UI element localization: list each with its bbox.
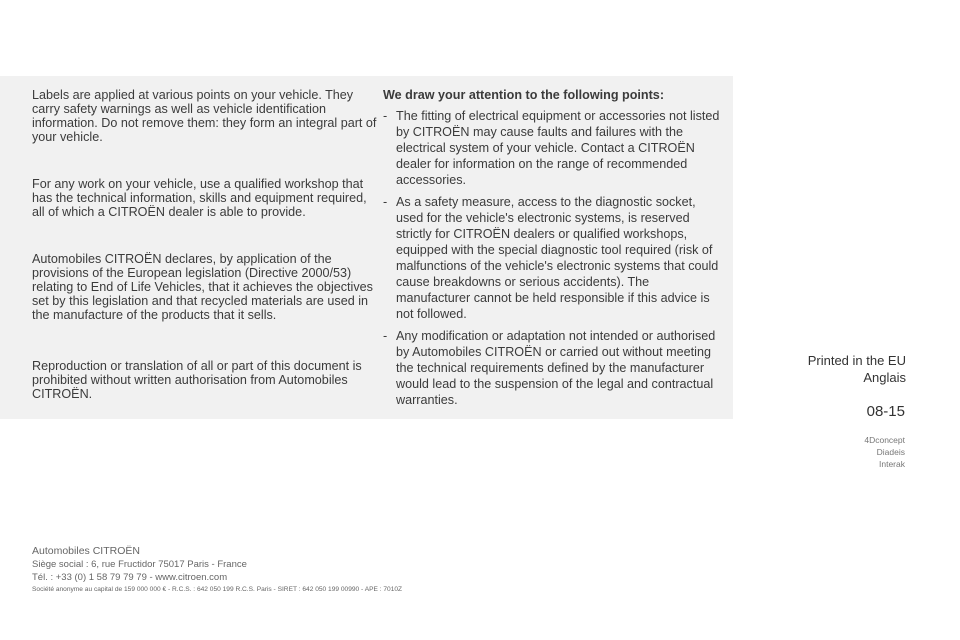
list-item-text: The fitting of electrical equipment or accessories not listed by CITROËN may cause faults and failures with the electrical system of your vehicle. Contact a CITROËN dealer for information on the range of recommended accessories. xyxy=(396,109,720,187)
list-item xyxy=(383,328,723,408)
list-item xyxy=(383,108,723,188)
bullet-dash: - xyxy=(383,195,388,209)
page-code: 08-15 xyxy=(866,403,905,420)
credit-item: Diadeis xyxy=(876,447,905,457)
credit-item: 4Dconcept xyxy=(864,435,905,445)
language-label: Anglais xyxy=(863,370,906,385)
list-item-text: Any modification or adaptation not intended or authorised by Automobiles CITROËN or carried out without meeting the technical requirements defined by the manufacturer would lead to the suspension of the legal and contractual warranties. xyxy=(396,329,716,407)
address: Siège social : 6, rue Fructidor 75017 Paris - France xyxy=(32,559,247,570)
bullet-dash: - xyxy=(383,329,388,343)
list-item-text: As a safety measure, access to the diagnostic socket, used for the vehicle's electronic systems, is reserved strictly for CITROËN dealers or qualified workshops, equipped with the special diagnostic tool required (risk of malfunctions of the vehicle's electronic systems that could cause breakdowns or serious accidents). The manufacturer cannot be held responsible if this advice is not followed. xyxy=(396,195,719,321)
credit-item: Interak xyxy=(879,459,905,469)
printed-in-label: Printed in the EU xyxy=(807,353,906,368)
company-name: Automobiles CITROËN xyxy=(32,545,140,557)
print-info xyxy=(808,352,906,386)
legal-notice: Société anonyme au capital de 159 000 000 € - R.C.S. : 642 050 199 R.C.S. Paris - SIRET : 642 050 199 00990 - APE : 7010Z xyxy=(32,586,403,593)
workshop-paragraph: For any work on your vehicle, use a qualified workshop that has the technical information, skills and equipment required, all of which a CITROËN dealer is able to provide. xyxy=(32,177,367,219)
footer xyxy=(32,544,402,594)
attention-list xyxy=(383,108,723,408)
credits xyxy=(864,434,905,470)
list-item xyxy=(383,194,723,322)
right-column xyxy=(383,88,723,414)
bullet-dash: - xyxy=(383,109,388,123)
reproduction-paragraph: Reproduction or translation of all or part of this document is prohibited without written authorisation from Automobiles CITROËN. xyxy=(32,359,362,401)
attention-heading: We draw your attention to the following points: xyxy=(383,88,665,102)
contact-line: Tél. : +33 (0) 1 58 79 79 79 - www.citroen.com xyxy=(32,572,228,583)
end-of-life-paragraph: Automobiles CITROËN declares, by application of the provisions of the European legislation (Directive 2000/53) relating to End of Life Vehicles, that it achieves the objectives set by this legislation and that recycled materials are used in the manufacture of the products that it sells. xyxy=(32,252,373,322)
labels-paragraph: Labels are applied at various points on your vehicle. They carry safety warnings as well as vehicle identification information. Do not remove them: they form an integral part of your vehicle. xyxy=(32,88,377,144)
